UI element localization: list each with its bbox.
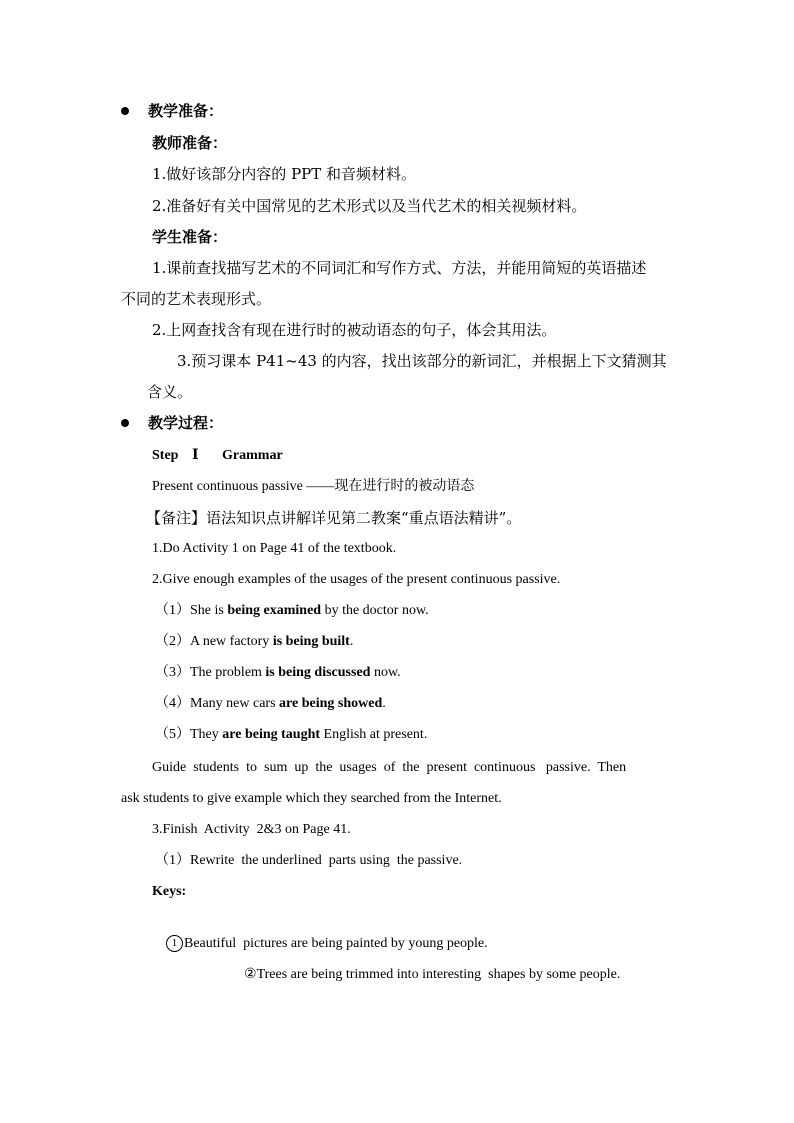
step-label: Step (152, 448, 179, 463)
student-prep-item-2: 2.上网查找含有现在进行时的被动语态的句子，体会其用法。 (152, 321, 557, 339)
activity-item-2: 2.Give enough examples of the usages of the present continuous passive. (152, 572, 561, 587)
grammar-topic: Present continuous passive ——现在进行时的被动语态 (152, 479, 475, 494)
teacher-prep-item-1: 1.做好该部分内容的 PPT 和音频材料。 (152, 165, 417, 183)
teacher-prep-item-2: 2.准备好有关中国常见的艺术形式以及当代艺术的相关视频材料。 (152, 197, 587, 215)
key-2: ②Trees are being trimmed into interesting shapes by some people. (244, 967, 621, 982)
example-5: （5）They are being taught English at present. (155, 727, 428, 742)
guide-line-2: ask students to give example which they searched from the Internet. (121, 791, 502, 806)
activity-item-3: 3.Finish Activity 2&3 on Page 41. (152, 822, 351, 837)
example-3: （3）The problem is being discussed now. (155, 665, 401, 680)
key-1: 1 Beautiful pictures are being painted by young people. (152, 914, 488, 974)
student-prep-item-3-line-1: 3.预习课本 P41~43 的内容，找出该部分的新词汇，并根据上下文猜测其 (177, 352, 667, 370)
example-1: （1）She is being examined by the doctor now. (155, 603, 429, 618)
student-prep-item-1-line-2: 不同的艺术表现形式。 (121, 290, 272, 308)
teacher-prep-heading: 教师准备： (152, 134, 228, 152)
circled-number-icon: 1 (166, 935, 183, 952)
guide-line-1: Guide students to sum up the usages of the present continuous passive. Then (152, 760, 627, 775)
activity-item-1: 1.Do Activity 1 on Page 41 of the textbook. (152, 541, 397, 556)
student-prep-item-3-line-2: 含义。 (147, 383, 193, 401)
note: 【备注】语法知识点讲解详见第二教案“重点语法精讲”。 (146, 509, 522, 527)
circled-number-marker: ② (244, 967, 257, 982)
step-title: Grammar (222, 448, 283, 463)
sub-item-1: （1）Rewrite the underlined parts using the passive. (155, 853, 463, 868)
section-heading-process: 教学过程： (148, 414, 224, 432)
student-prep-heading: 学生准备： (152, 228, 228, 246)
example-4: （4）Many new cars are being showed. (155, 696, 386, 711)
example-2: （2）A new factory is being built. (155, 634, 354, 649)
keys-label: Keys: (152, 884, 187, 899)
step-number: Ⅰ (191, 448, 199, 463)
student-prep-item-1-line-1: 1.课前查找描写艺术的不同词汇和写作方式、方法，并能用简短的英语描述 (152, 259, 647, 277)
section-heading-preparation: 教学准备： (148, 102, 224, 120)
bullet-icon (121, 107, 129, 115)
step-heading (152, 446, 283, 466)
bullet-icon (121, 419, 129, 427)
